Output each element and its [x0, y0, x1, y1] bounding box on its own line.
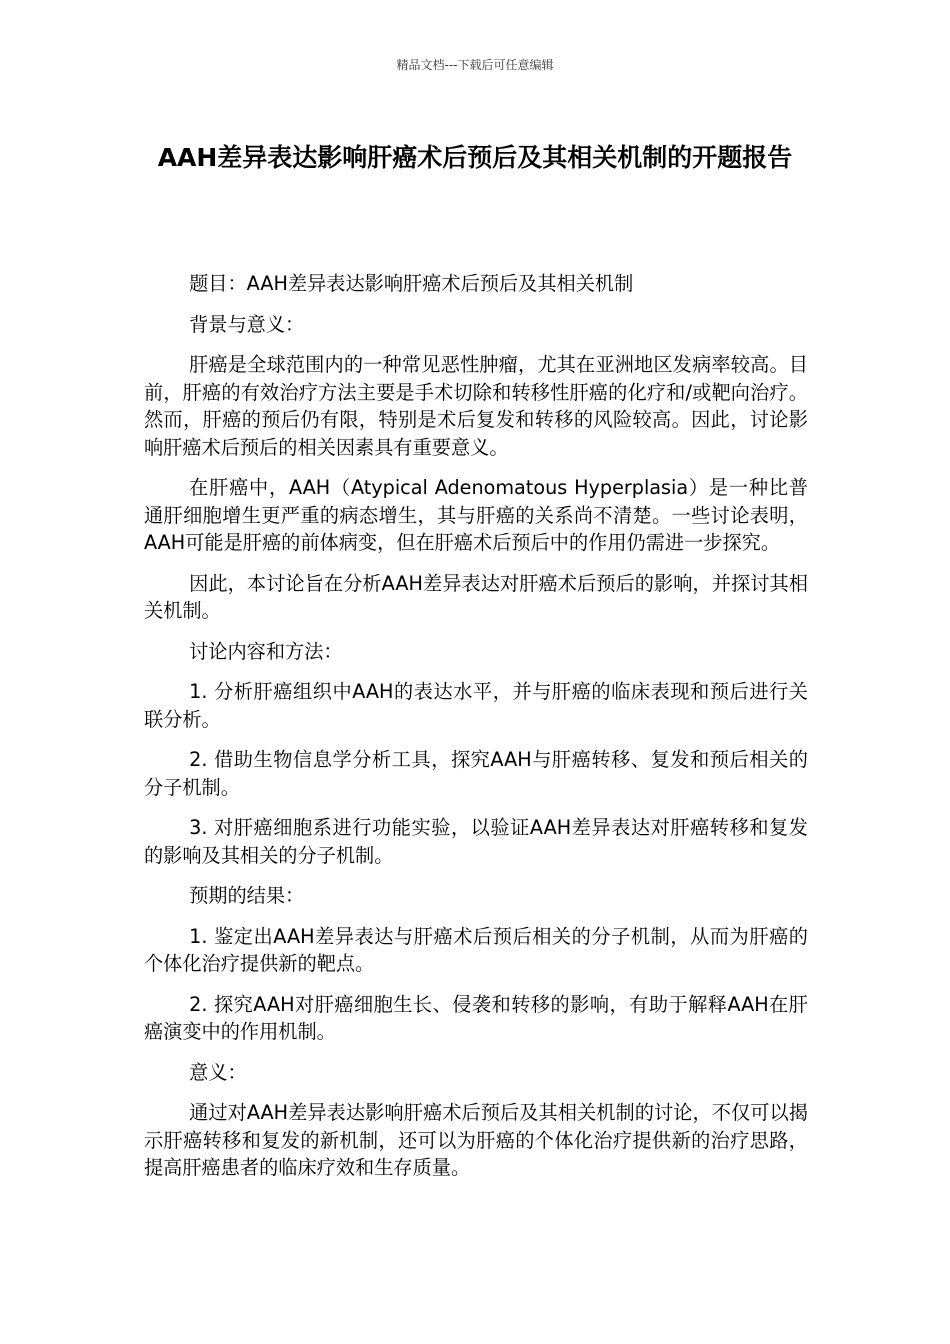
section-heading-results: 预期的结果：	[189, 884, 305, 907]
method-item-1: 1. 分析肝癌组织中AAH的表达水平，并与肝癌的临床表现和预后进行关联分析。	[144, 680, 808, 731]
section-heading-significance: 意义：	[189, 1060, 247, 1084]
paragraph-background-2: 在肝癌中，AAH（Atypical Adenomatous Hyperplasia）是一种比普通肝细胞增生更严重的病态增生，其与肝癌的关系尚不清楚。一些讨论表明，AAH可能是肝癌的前体病变，但在肝癌术后预后中的作用仍需进一步探究。	[144, 476, 808, 554]
result-item-2: 2. 探究AAH对肝癌细胞生长、侵袭和转移的影响，有助于解释AAH在肝癌演变中的作用机制。	[144, 992, 808, 1043]
method-item-2: 2. 借助生物信息学分析工具，探究AAH与肝癌转移、复发和预后相关的分子机制。	[144, 748, 808, 799]
section-heading-methods: 讨论内容和方法：	[189, 639, 343, 663]
document-title: AAH差异表达影响肝癌术后预后及其相关机制的开题报告	[157, 143, 793, 172]
result-item-1: 1. 鉴定出AAH差异表达与肝癌术后预后相关的分子机制，从而为肝癌的个体化治疗提供新的靶点。	[144, 924, 808, 975]
paragraph-background-1: 肝癌是全球范围内的一种常见恶性肿瘤，尤其在亚洲地区发病率较高。目前，肝癌的有效治疗方法主要是手术切除和转移性肝癌的化疗和/或靶向治疗。然而，肝癌的预后仍有限，特别是术后复发和转移的风险较高。因此，讨论影响肝癌术后预后的相关因素具有重要意义。	[144, 353, 808, 459]
paragraph-significance: 通过对AAH差异表达影响肝癌术后预后及其相关机制的讨论，不仅可以揭示肝癌转移和复发的新机制，还可以为肝癌的个体化治疗提供新的治疗思路，提高肝癌患者的临床疗效和生存质量。	[144, 1101, 808, 1179]
paragraph-background-3: 因此，本讨论旨在分析AAH差异表达对肝癌术后预后的影响，并探讨其相关机制。	[144, 571, 808, 622]
document-body	[144, 270, 808, 1195]
subject-line: 题目：AAH差异表达影响肝癌术后预后及其相关机制	[189, 272, 634, 295]
section-heading-background: 背景与意义：	[189, 312, 305, 336]
method-item-3: 3. 对肝癌细胞系进行功能实验，以验证AAH差异表达对肝癌转移和复发的影响及其相关的分子机制。	[144, 816, 808, 867]
header-note: 精品文档---下载后可任意编辑	[396, 58, 554, 72]
